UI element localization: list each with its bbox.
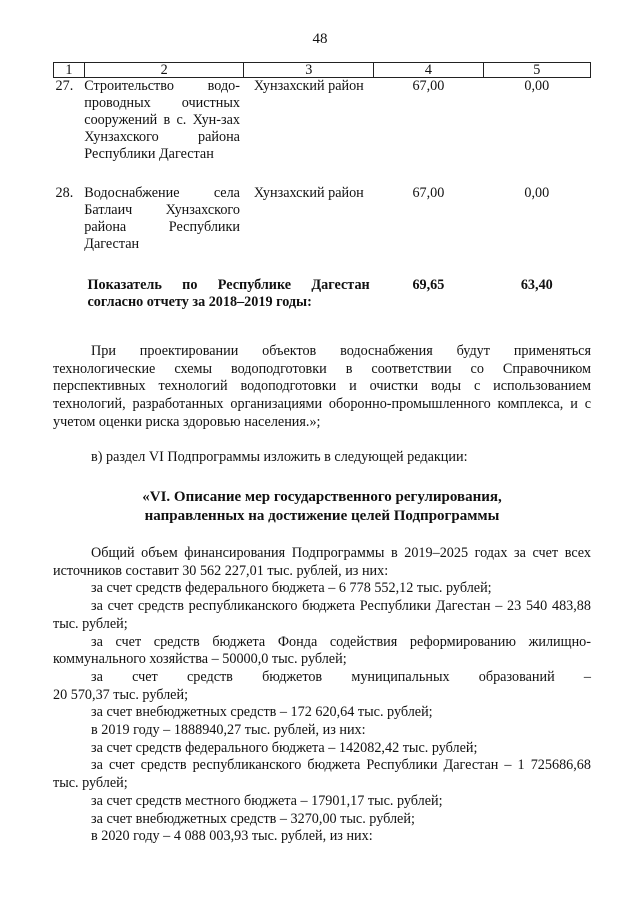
financing-federal: за счет средств федерального бюджета – 6 778 552,12 тыс. рублей; (91, 580, 492, 597)
column-header: 1 (54, 63, 85, 78)
financing-2019-federal: за счет средств федерального бюджета – 142082,42 тыс. рублей; (91, 739, 478, 756)
financing-municipal-line: за счет средств бюджетов муниципальных образований – (91, 668, 591, 685)
value-col5: 0,00 (524, 78, 550, 94)
financing-2019: в 2019 году – 1888940,27 тыс. рублей, из них: (91, 722, 366, 739)
financing-text (53, 545, 591, 846)
financing-fund: за счет средств бюджета Фонда содействия реформированию жилищно-коммунального хозяйства – 50000,0 тыс. рублей; (53, 633, 591, 668)
financing-municipal-amount: 20 570,37 тыс. рублей; (53, 686, 189, 703)
total-col4: 69,65 (412, 277, 445, 293)
row-spacer (54, 253, 591, 277)
total-row (54, 277, 591, 311)
financing-republic: за счет средств республиканского бюджета Республики Дагестан – 23 540 483,88 тыс. рублей; (53, 598, 591, 632)
table-header-row (54, 63, 591, 78)
object-name: Строительство водо-проводных очистных сооружений в с. Хун-зах Хунзахского района Республики Дагестан (84, 78, 240, 162)
row-number: 28. (55, 185, 74, 201)
column-header: 4 (374, 63, 483, 78)
value-col4: 67,00 (412, 78, 445, 94)
financing-2019-local: за счет средств местного бюджета – 17901,17 тыс. рублей; (91, 792, 443, 809)
total-label: Показатель по Республике Дагестан согласно отчету за 2018–2019 годы: (87, 277, 370, 310)
section-heading: «VI. Описание мер государственного регулирования, направленных на достижение целей Подпрограммы (142, 489, 502, 524)
district: Хунзахский район (253, 185, 364, 201)
row-spacer (54, 163, 591, 185)
financing-2019-extra: за счет внебюджетных средств – 3270,00 тыс. рублей; (91, 810, 415, 827)
value-col5: 0,00 (524, 185, 550, 201)
financing-intro: Общий объем финансирования Подпрограммы в 2019–2025 годах за счет всех источников составит 30 562 227,01 тыс. рублей, из них: (53, 545, 591, 579)
column-header: 5 (483, 63, 590, 78)
paragraph-technologies: При проектировании объектов водоснабжения будут применяться технологические схемы водоподготовки в соответствии со Справочником перспективных технологий водоподготовки и очистки воды с использованием технологий, разработанных организациями оборонно-промышленного комплекса, и с учетом оценки риска здоровью населения.»; (53, 343, 591, 430)
paragraph-section-edit: в) раздел VI Подпрограммы изложить в следующей редакции: (91, 449, 468, 465)
page-number: 48 (312, 31, 328, 47)
table-row (54, 78, 591, 164)
district: Хунзахский район (253, 78, 364, 94)
column-header: 2 (84, 63, 244, 78)
objects-table (53, 62, 591, 311)
total-col5: 63,40 (520, 277, 553, 293)
financing-extra: за счет внебюджетных средств – 172 620,64 тыс. рублей; (91, 704, 433, 721)
financing-2019-republic: за счет средств республиканского бюджета Республики Дагестан – 1 725686,68 тыс. рублей; (53, 757, 591, 792)
financing-2020: в 2020 году – 4 088 003,93 тыс. рублей, из них: (91, 828, 373, 845)
value-col4: 67,00 (412, 185, 445, 201)
table-row (54, 185, 591, 253)
object-name: Водоснабжение села Батлаич Хунзахского района Республики Дагестан (84, 185, 240, 252)
column-header: 3 (244, 63, 374, 78)
row-number: 27. (55, 78, 74, 94)
